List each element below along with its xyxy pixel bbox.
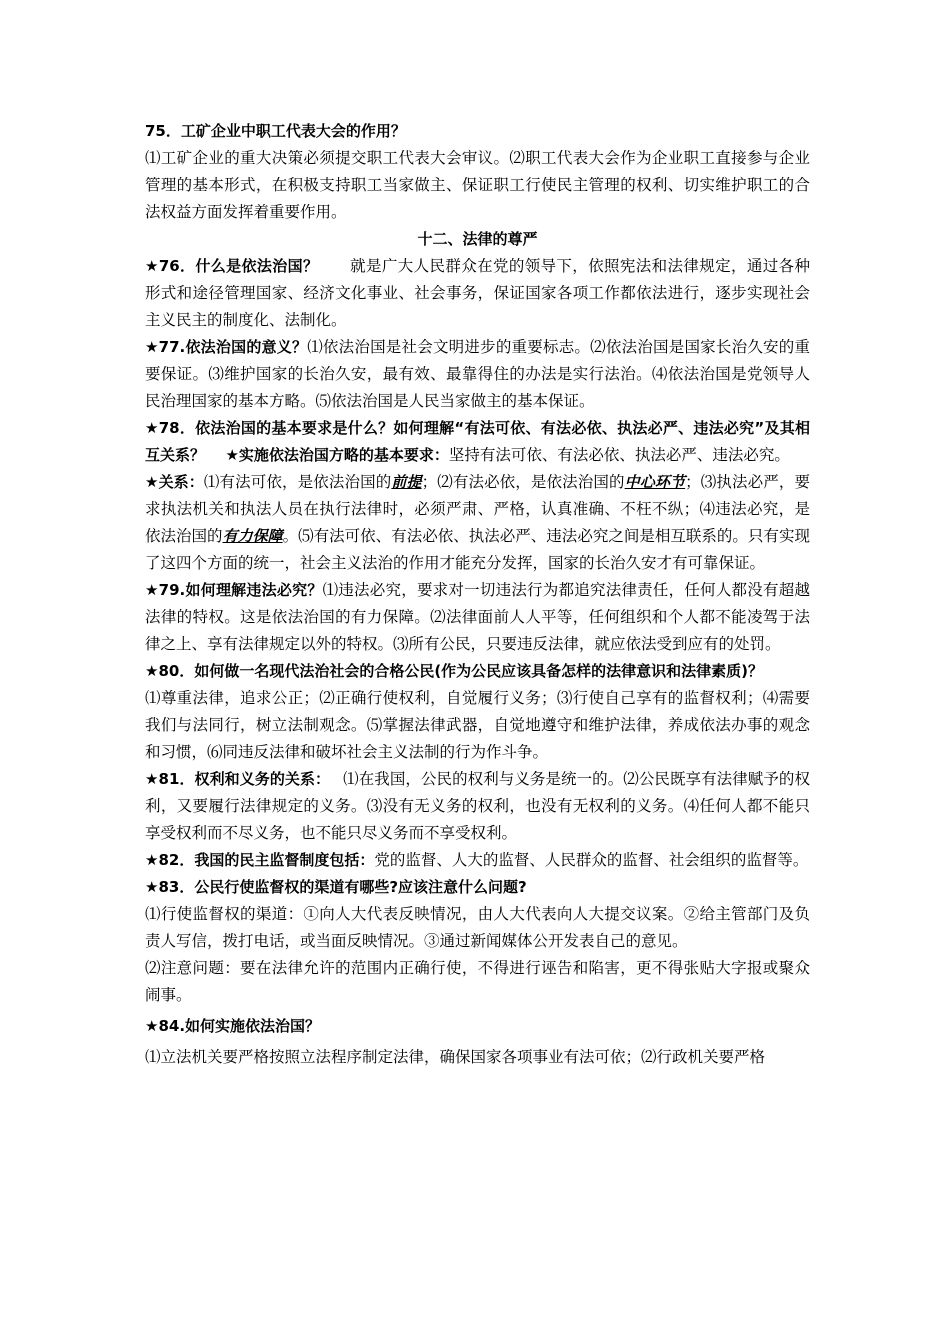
q77-body: ⑴依法治国是社会文明进步的重要标志。⑵依法治国是国家长治久安的重要保证。⑶维护国家的长治久安，最有效、最靠得住的办法是实行法治。⑷依法治国是党领导人民治理国家的基本方略。⑸依法治国是人民当家做主的基本保证。 [145, 338, 810, 410]
q78-rel-text-2: ；⑵有法必依，是依法治国的 [421, 473, 625, 491]
q78-rel-text-1: ⑴有法可依，是依法治国的 [203, 473, 392, 491]
q81-title: ★81．权利和义务的关系： [145, 770, 323, 788]
q78-rel-emphasis-1: 前提 [391, 473, 422, 491]
q75-body: ⑴工矿企业的重大决策必须提交职工代表大会审议。⑵职工代表大会作为企业职工直接参与企业管理的基本形式，在积极支持职工当家做主、保证职工行使民主管理的权利、切实维护职工的合法权益方面发挥着重要作用。 [145, 149, 810, 221]
section-title: 十二、法律的尊严 [417, 230, 538, 248]
q76 [145, 253, 810, 334]
q79 [145, 577, 810, 658]
q82-body: 党的监督、人大的监督、人民群众的监督、社会组织的监督等。 [374, 851, 809, 869]
q78-title: ★78．依法治国的基本要求是什么？如何理解“有法可依、有法必依、执法必严、违法必究”及其相互关系？ [145, 419, 810, 464]
q84-body: ⑴立法机关要严格按照立法程序制定法律，确保国家各项事业有法可依；⑵行政机关要严格 [145, 1048, 766, 1066]
q81-body: ⑴在我国，公民的权利与义务是统一的。⑵公民既享有法律赋予的权利，又要履行法律规定的义务。⑶没有无义务的权利，也没有无权利的义务。⑷任何人都不能只享受权利而不尽义务，也不能只尽义务而不享受权利。 [145, 770, 810, 842]
q80-title: ★80．如何做一名现代法治社会的合格公民(作为公民应该具备怎样的法律意识和法律素质)？ [145, 662, 764, 680]
q78-rel-emphasis-2: 中心环节 [624, 473, 686, 491]
q78-sub-body: 坚持有法可依、有法必依、执法必严、违法必究。 [448, 446, 790, 464]
q82 [145, 847, 810, 874]
q83-body-1: ⑴行使监督权的渠道：①向人大代表反映情况，由人大代表向人大提交议案。②给主管部门及负责人写信，拨打电话，或当面反映情况。③通过新闻媒体公开发表自己的意见。 [145, 905, 810, 950]
q78-relations [145, 469, 810, 577]
q78-rel-text-3: ；⑶执法必严，要求执法机关和执法人员在执行法律时，必须严肃、严格，认真准确、不枉不纵；⑷违法必究，是依法治国的 [145, 473, 810, 545]
q83-body-2: ⑵注意问题：要在法律允许的范围内正确行使，不得进行诬告和陷害，更不得张贴大字报或聚众闹事。 [145, 959, 810, 1004]
q78 [145, 415, 810, 469]
q78-rel-title: ★关系： [145, 473, 204, 491]
q79-body: ⑴违法必究，要求对一切违法行为都追究法律责任，任何人都没有超越法律的特权。这是依法治国的有力保障。⑵法律面前人人平等，任何组织和个人都不能凌驾于法律之上、享有法律规定以外的特权。⑶所有公民，只要违反法律，就应依法受到应有的处罚。 [145, 581, 810, 653]
q78-rel-emphasis-3: 有力保障 [222, 527, 283, 545]
q79-title: ★79.如何理解违法必究？ [145, 581, 323, 599]
q75-title: 75．工矿企业中职工代表大会的作用？ [145, 122, 406, 140]
q76-body: 就是广大人民群众在党的领导下，依照宪法和法律规定，通过各种形式和途径管理国家、经济文化事业、社会事务，保证国家各项工作都依法进行，逐步实现社会主义民主的制度化、法制化。 [145, 257, 810, 329]
q78-sub-title: ★实施依法治国方略的基本要求： [225, 446, 449, 464]
q84-title: ★84.如何实施依法治国？ [145, 1017, 321, 1035]
q77 [145, 334, 810, 415]
q80-body: ⑴尊重法律，追求公正；⑵正确行使权利，自觉履行义务；⑶行使自己享有的监督权利；⑷需要我们与法同行，树立法制观念。⑸掌握法律武器，自觉地遵守和维护法律，养成依法办事的观念和习惯，⑹同违反法律和破坏社会主义法制的行为作斗争。 [145, 689, 810, 761]
q83-title: ★83．公民行使监督权的渠道有哪些?应该注意什么问题? [145, 878, 527, 896]
q78-rel-text-4: 。⑸有法可依、有法必依、执法必严、违法必究之间是相互联系的。只有实现了这四个方面的统一，社会主义法治的作用才能充分发挥，国家的长治久安才有可靠保证。 [145, 527, 810, 572]
q77-title: ★77.依法治国的意义？ [145, 338, 308, 356]
q81 [145, 766, 810, 847]
q76-title: ★76．什么是依法治国？ [145, 257, 319, 275]
q82-title: ★82．我国的民主监督制度包括： [145, 851, 375, 869]
document-content [145, 118, 810, 1071]
